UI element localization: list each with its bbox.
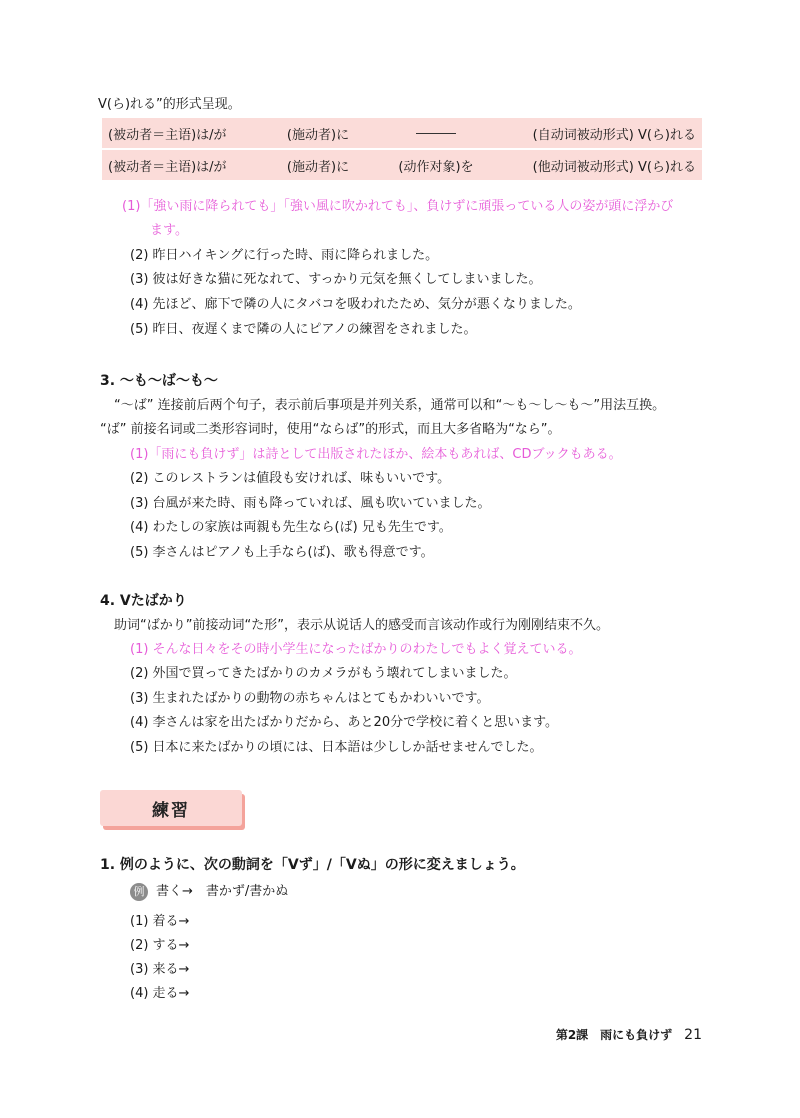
example-highlighted: (1) そんな日々をその時小学生になったばかりのわたしでもよく覚えている。 <box>130 642 582 657</box>
section-title: 3. ～も～ば～も～ <box>100 373 218 389</box>
exercise-item: (4) 走る→ <box>130 986 190 1001</box>
exercise-item: (3) 来る→ <box>130 962 190 977</box>
section-title: 4. Vたばかり <box>100 593 187 609</box>
dash-line <box>416 133 456 134</box>
example-sentence: (2) このレストランは値段も安ければ、味もいいです。 <box>130 471 451 486</box>
section-explanation: “～ば” 连接前后两个句子，表示前后事项是并列关系，通常可以和“～も～し～も～”用法互换。 <box>114 398 666 413</box>
page-number: 21 <box>684 1027 702 1043</box>
example-highlighted: (1)「強い雨に降られても」「強い風に吹かれても」、負けずに頑張っている人の姿が頭に浮かび <box>122 199 674 214</box>
example-sentence: (3) 生まれたばかりの動物の赤ちゃんはとてもかわいいです。 <box>130 691 490 706</box>
example-sentence: (5) 昨日、夜遅くまで隣の人にピアノの練習をされました。 <box>130 322 477 337</box>
example-badge: 例 <box>130 883 148 901</box>
example-highlighted: (1)「雨にも負けず」は詩として出版されたほか、絵本もあれば、CDブックもある。 <box>130 447 622 462</box>
exercise-item: (1) 着る→ <box>130 914 190 929</box>
example-sentence: (3) 彼は好きな猫に死なれて、すっかり元気を無くしてしまいました。 <box>130 272 542 287</box>
exercise-item: (2) する→ <box>130 938 190 953</box>
table-cell: (施动者)に <box>286 159 350 175</box>
example-sentence: (5) 李さんはピアノも上手なら(ば)、歌も得意です。 <box>130 545 434 560</box>
practice-label: 練習 <box>152 800 190 821</box>
table-cell: (自动词被动形式) V(ら)れる <box>498 118 702 149</box>
practice-header <box>100 790 242 826</box>
example-sentence: (4) わたしの家族は両親も先生なら(ば) 兄も先生です。 <box>130 520 452 535</box>
page-footer <box>556 1026 702 1043</box>
example-sentence: (4) 李さんは家を出たばかりだから、あと20分で学校に着くと思います。 <box>130 715 559 730</box>
table-row <box>102 118 702 149</box>
passive-form-table <box>102 118 702 180</box>
intro-text: V(ら)れる”的形式呈现。 <box>98 97 241 112</box>
exercise-example <box>130 880 288 901</box>
example-sentence: (3) 台風が来た時、雨も降っていれば、風も吹いていました。 <box>130 496 491 511</box>
example-sentence: (2) 外国で買ってきたばかりのカメラがもう壊れてしまいました。 <box>130 666 517 681</box>
section-explanation: “ば” 前接名词或二类形容词时，使用“ならば”的形式，而且大多省略为“なら”。 <box>100 422 561 437</box>
table-cell: (动作对象)を <box>398 159 474 175</box>
table-cell: (施动者)に <box>262 118 374 149</box>
table-cell-dash <box>374 118 498 149</box>
exercise-title: 1. 例のように、次の動詞を「Vず」/「Vぬ」の形に変えましょう。 <box>100 857 525 873</box>
section-explanation: 助词“ばかり”前接动词“た形”，表示从说话人的感受而言该动作或行为刚刚结束不久。 <box>114 618 609 633</box>
chapter-label: 第2課 雨にも負けず <box>555 1028 673 1042</box>
example-answer: 書く→ 書かず/書かぬ <box>156 884 289 899</box>
example-highlighted-cont: ます。 <box>150 223 188 238</box>
example-sentence: (4) 先ほど、廊下で隣の人にタバコを吸われたため、気分が悪くなりました。 <box>130 297 581 312</box>
example-sentence: (5) 日本に来たばかりの頃には、日本語は少ししか話せませんでした。 <box>130 740 543 755</box>
table-cell: (他动词被动形式) V(ら)れる <box>532 159 696 175</box>
table-row <box>102 149 702 180</box>
table-cell: (被动者＝主语)は/が <box>102 118 262 149</box>
example-sentence: (2) 昨日ハイキングに行った時、雨に降られました。 <box>130 248 439 263</box>
table-cell: (被动者＝主语)は/が <box>108 159 227 175</box>
